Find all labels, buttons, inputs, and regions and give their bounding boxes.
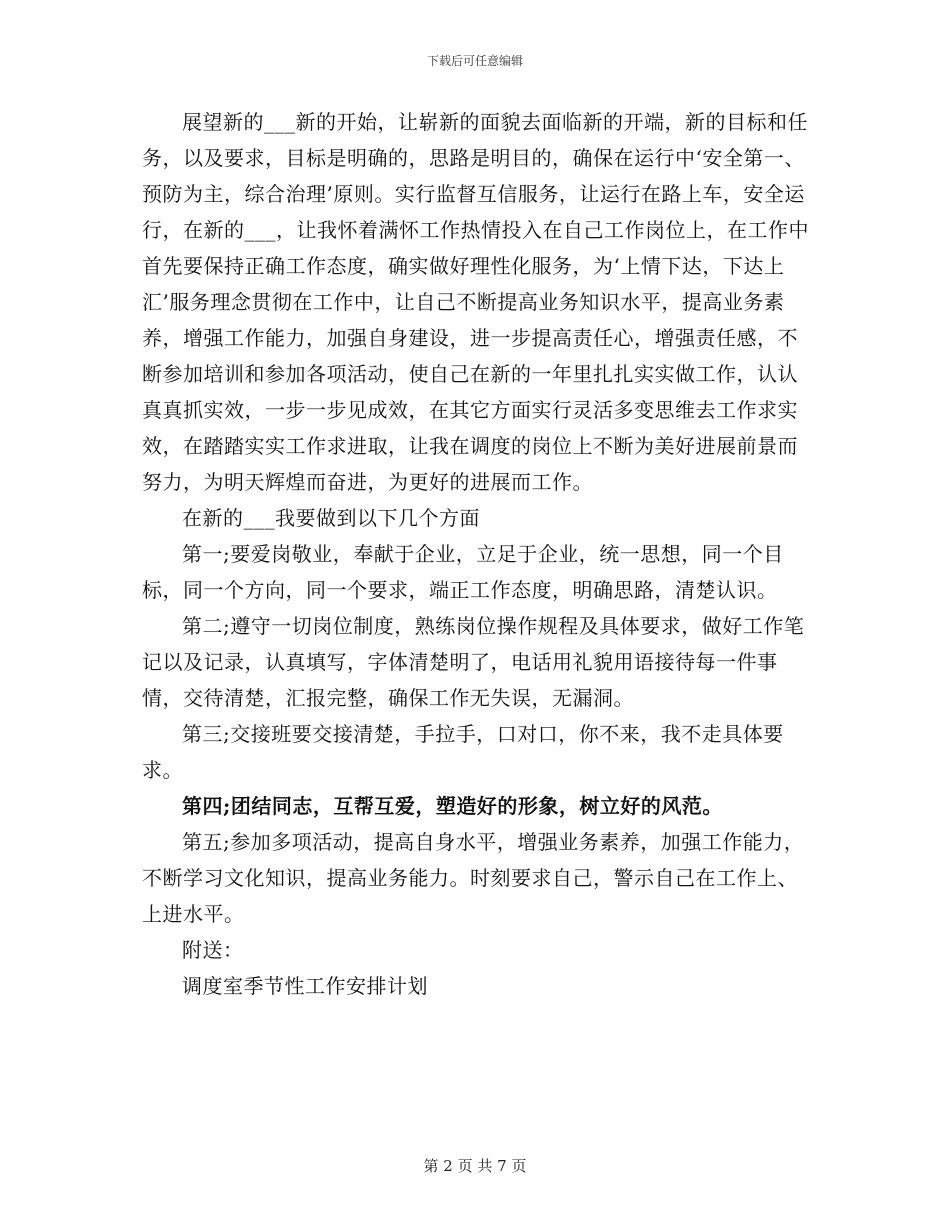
page-number: 第 2 页 共 7 页 [423, 1157, 527, 1175]
paragraph-appendix-title: 调度室季节性工作安排计划 [182, 974, 428, 998]
paragraph-second: 第二;遵守一切岗位制度，熟练岗位操作规程及具体要求，做好工作笔记以及记录，认真填写，字体清楚明了，电话用礼貌用语接待每一件事情，交待清楚，汇报完整，确保工作无失误，无漏洞。 [142, 614, 805, 710]
paragraph-appendix-label: 附送： [182, 938, 244, 962]
paragraph-outlook: 展望新的___新的开始，让崭新的面貌去面临新的开端，新的目标和任务，以及要求，目标是明确的，思路是明目的，确保在运行中‘安全第一、预防为主，综合治理’原则。实行监督互信服务，让运行在路上车，安全运行，在新的___，让我怀着满怀工作热情投入在自己工作岗位上，在工作中首先要保持正确工作态度，确实做好理性化服务，为‘上情下达，下达上汇’服务理念贯彻在工作中，让自己不断提高业务知识水平，提高业务素养，增强工作能力，加强自身建设，进一步提高责任心，增强责任感，不断参加培训和参加各项活动，使自己在新的一年里扎扎实实做工作，认认真真抓实效，一步一步见成效，在其它方面实行灵活多变思维去工作求实效，在踏踏实实工作求进取，让我在调度的岗位上不断为美好进展前景而努力，为明天辉煌而奋进，为更好的进展而工作。 [142, 110, 809, 494]
paragraph-third: 第三;交接班要交接清楚，手拉手，口对口，你不来，我不走具体要求。 [142, 722, 784, 782]
paragraph-first: 第一;要爱岗敬业，奉献于企业，立足于企业，统一思想，同一个目标，同一个方向，同一个要求，端正工作态度，明确思路，清楚认识。 [142, 542, 784, 602]
paragraph-fourth: 第四;团结同志，互帮互爱，塑造好的形象，树立好的风范。 [182, 794, 723, 818]
page-header: 下载后可任意编辑 [426, 54, 523, 68]
paragraph-intro-aspects: 在新的___我要做到以下几个方面 [182, 506, 480, 530]
document-body [142, 104, 810, 1004]
paragraph-fifth: 第五;参加多项活动，提高自身水平，增强业务素养，加强工作能力，不断学习文化知识，提高业务能力。时刻要求自己，警示自己在工作上、上进水平。 [142, 830, 805, 926]
